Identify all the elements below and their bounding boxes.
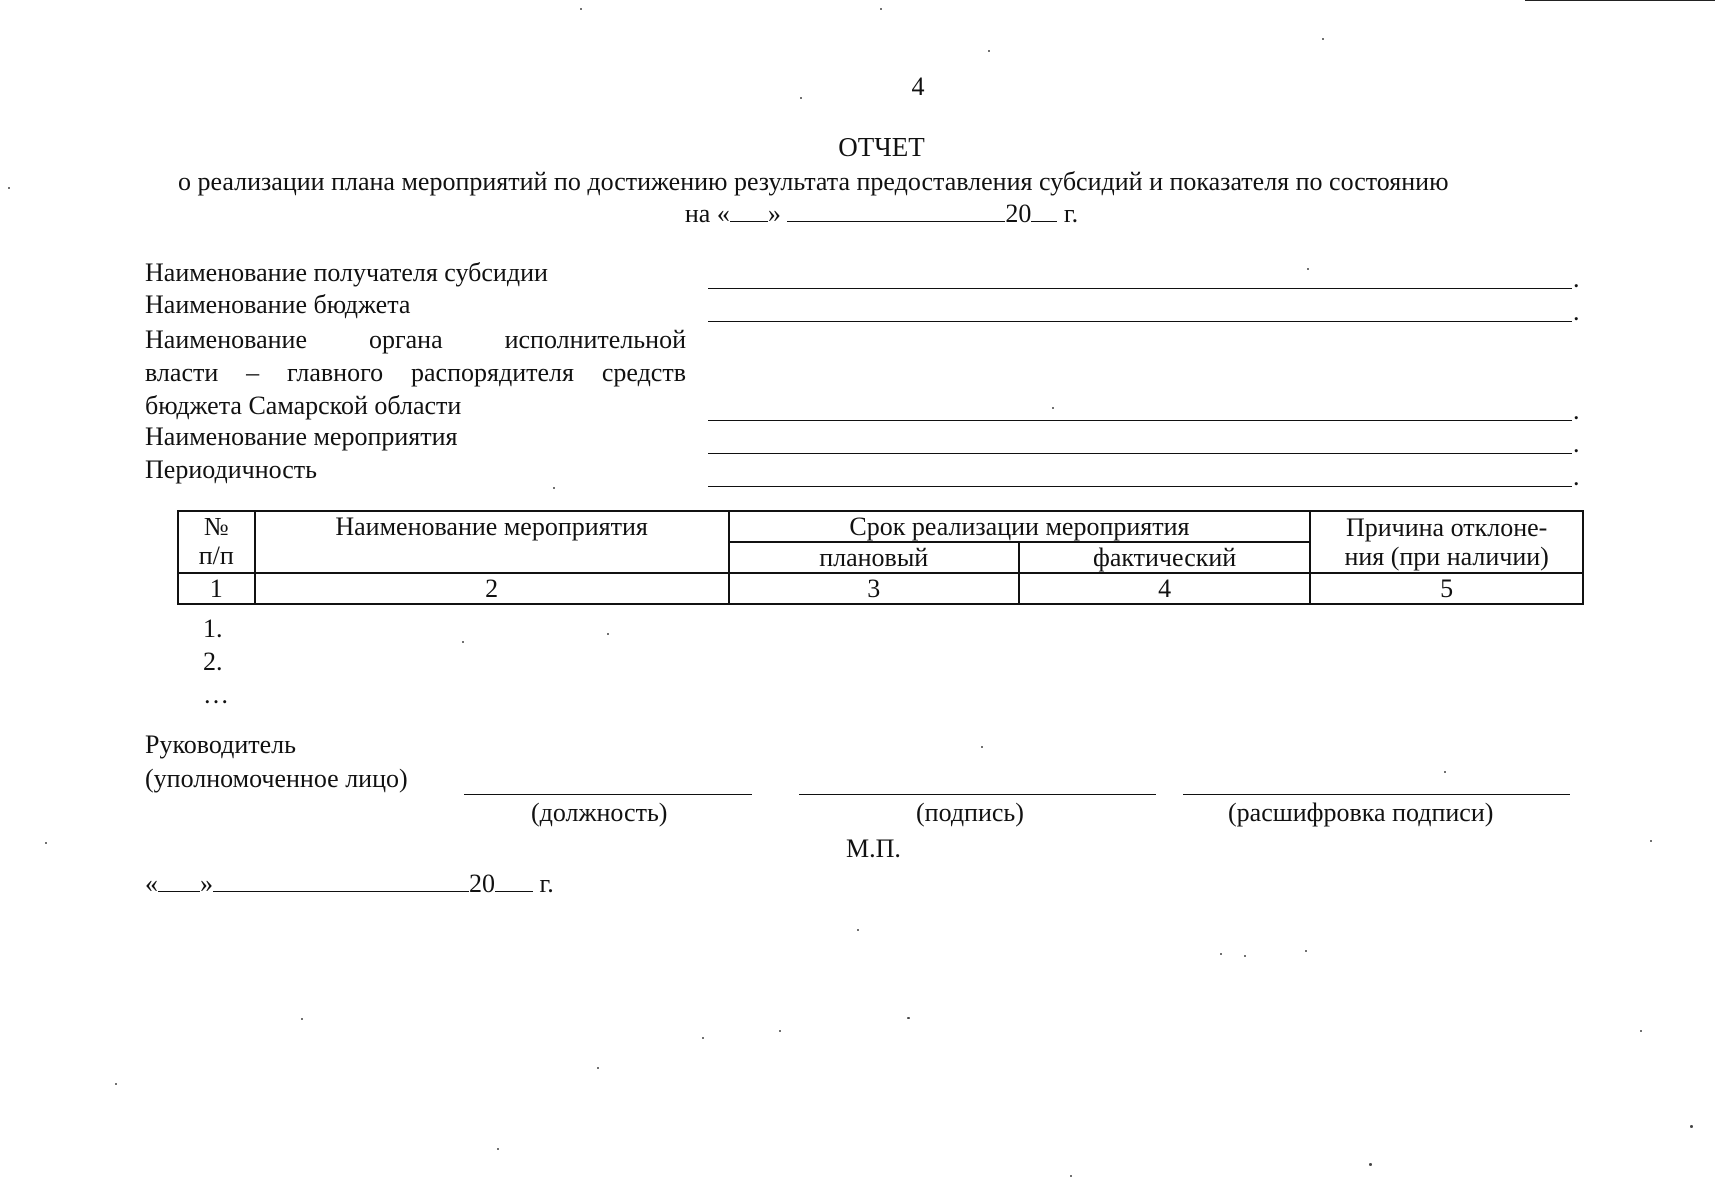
field-event-line: [708, 453, 1572, 454]
scan-speck: [1305, 950, 1307, 952]
header-term: Срок реализации мероприятия: [729, 511, 1311, 542]
decoding-line: [1183, 794, 1570, 795]
table-header-row: [178, 511, 1583, 542]
year-prefix: 20: [1005, 199, 1032, 228]
field-budget-label: Наименование бюджета: [145, 290, 411, 319]
scan-speck: [1244, 955, 1246, 957]
scan-speck: [907, 1017, 910, 1019]
field-event-label: Наименование мероприятия: [145, 422, 458, 451]
scan-speck: [597, 1067, 599, 1069]
scan-speck: [880, 8, 882, 10]
field-budget-dot: .: [1573, 297, 1580, 326]
field-periodicity-dot: .: [1573, 462, 1580, 491]
page-number: 4: [911, 72, 925, 101]
authority-line-1: Наименование органа исполнительной: [145, 325, 686, 354]
scan-speck: [988, 50, 990, 52]
scan-speck: [115, 1083, 117, 1085]
scan-speck: [1650, 840, 1652, 842]
scan-speck: [1322, 38, 1324, 40]
field-authority-dot: .: [1573, 396, 1580, 425]
list-item: …: [203, 680, 229, 709]
scan-speck: [301, 1018, 303, 1020]
head-label-line1: Руководитель: [145, 730, 296, 759]
scan-speck: [1369, 1163, 1372, 1166]
authority-line-3: бюджета Самарской области: [145, 391, 462, 420]
decoding-caption: (расшифровка подписи): [1228, 798, 1494, 827]
header-number: № п/п: [178, 511, 255, 573]
field-authority-label: [145, 323, 686, 422]
scan-speck: [1052, 407, 1054, 409]
events-table: [177, 510, 1584, 605]
bottom-day-blank: [158, 869, 200, 892]
numbering-cell: 3: [729, 573, 1019, 604]
header-actual: фактический: [1019, 542, 1310, 573]
month-blank: [787, 199, 1005, 222]
scan-speck: [1690, 1125, 1693, 1128]
field-budget-line: [708, 321, 1572, 322]
scan-speck: [553, 487, 555, 489]
scan-speck: [580, 8, 582, 10]
table-numbering-row: [178, 573, 1583, 604]
scan-speck: [462, 641, 464, 643]
header-planned: плановый: [729, 542, 1019, 573]
field-recipient-dot: .: [1573, 264, 1580, 293]
bottom-date: [145, 869, 554, 899]
header-event: Наименование мероприятия: [255, 511, 729, 573]
numbering-cell: 1: [178, 573, 255, 604]
bottom-close-quote: »: [200, 869, 213, 898]
report-subtitle: о реализации плана мероприятий по достижению результата предоставления субсидий и показателя по состоянию: [178, 167, 1449, 196]
signature-caption: (подпись): [916, 798, 1024, 827]
scan-speck: [779, 1030, 781, 1032]
numbering-cell: 4: [1019, 573, 1310, 604]
year-blank: [1031, 199, 1057, 222]
field-recipient-line: [708, 288, 1572, 289]
field-event-dot: .: [1573, 429, 1580, 458]
scan-speck: [857, 929, 859, 931]
scan-speck: [702, 1037, 704, 1039]
stamp-label: М.П.: [846, 834, 901, 863]
scan-speck: [1444, 771, 1446, 773]
scan-edge-line: [1525, 0, 1715, 1]
position-line: [464, 794, 752, 795]
list-item: 2.: [203, 647, 223, 676]
report-date-line: [0, 199, 1715, 229]
scan-speck: [1070, 1175, 1072, 1177]
scan-speck: [497, 1148, 499, 1150]
scan-speck: [800, 97, 802, 99]
scan-speck: [1307, 268, 1309, 270]
header-reason: Причина отклоне- ния (при наличии): [1310, 511, 1583, 573]
field-authority-line: [708, 420, 1572, 421]
scan-speck: [981, 746, 983, 748]
numbering-cell: 5: [1310, 573, 1583, 604]
day-blank: [730, 199, 768, 222]
field-periodicity-line: [708, 486, 1572, 487]
scan-speck: [1640, 1030, 1642, 1032]
bottom-open-quote: «: [145, 869, 158, 898]
field-recipient-label: Наименование получателя субсидии: [145, 258, 548, 287]
scan-speck: [1220, 953, 1222, 955]
scan-speck: [45, 842, 47, 844]
signature-line: [799, 794, 1156, 795]
date-middle: »: [767, 199, 781, 228]
scan-speck: [607, 633, 609, 635]
report-title: ОТЧЕТ: [838, 132, 925, 162]
bottom-year-blank: [495, 869, 533, 892]
year-suffix: г.: [1063, 199, 1079, 228]
date-prefix: на «: [684, 199, 730, 228]
bottom-month-blank: [213, 869, 469, 892]
authority-line-2: власти – главного распорядителя средств: [145, 358, 686, 387]
bottom-year-suffix: г.: [539, 869, 554, 898]
bottom-year-prefix: 20: [469, 869, 495, 898]
list-item: 1.: [203, 614, 223, 643]
position-caption: (должность): [531, 798, 668, 827]
field-periodicity-label: Периодичность: [145, 455, 318, 484]
scan-speck: [8, 187, 10, 189]
head-label-line2: (уполномоченное лицо): [145, 764, 408, 793]
numbering-cell: 2: [255, 573, 729, 604]
